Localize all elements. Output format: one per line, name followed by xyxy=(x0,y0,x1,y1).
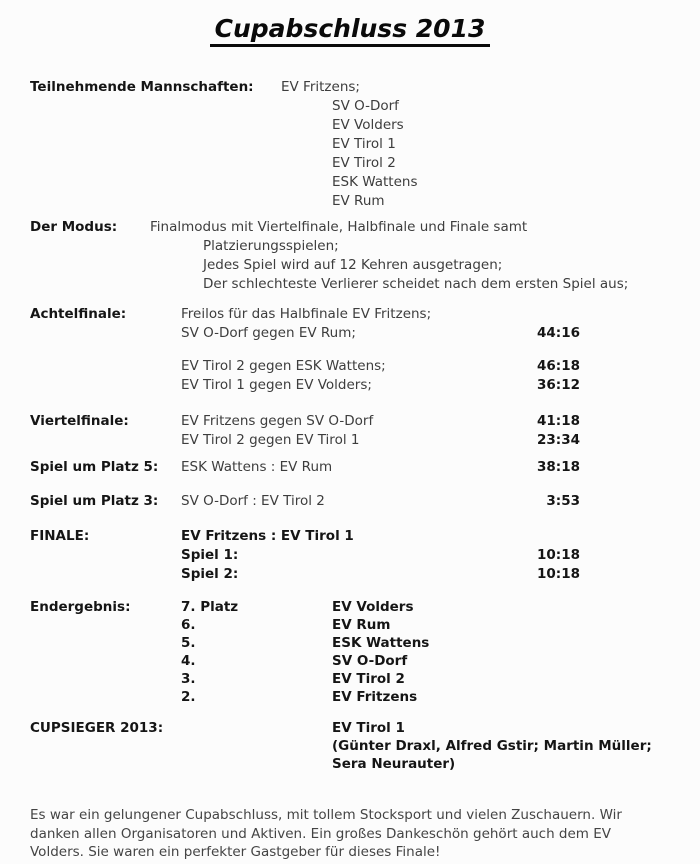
platz5-label: Spiel um Platz 5: xyxy=(30,459,159,475)
modus-text: Finalmodus mit Viertelfinale, Halbfinale und Finale samt xyxy=(150,219,528,235)
closing-line xyxy=(0,806,700,825)
match-row xyxy=(0,412,700,431)
team-list-item: EV Tirol 1 xyxy=(332,136,396,152)
modus-header-row xyxy=(0,218,700,237)
finale-label: FINALE: xyxy=(30,528,90,544)
section-platz3 xyxy=(0,492,700,511)
standings-rank: 6. xyxy=(181,617,196,633)
cupsieger-players-row xyxy=(0,755,700,773)
standings-row xyxy=(0,688,700,706)
match-text: EV Tirol 2 gegen ESK Wattens; xyxy=(181,358,386,374)
viertelfinale-label: Viertelfinale: xyxy=(30,413,129,429)
team-list-row xyxy=(0,192,700,211)
closing-text: Es war ein gelungener Cupabschluss, mit tollem Stocksport und vielen Zuschauern. Wir xyxy=(30,807,622,823)
closing-paragraph xyxy=(0,806,700,862)
section-platz5 xyxy=(0,458,700,477)
closing-line xyxy=(0,825,700,844)
standings-row xyxy=(0,634,700,652)
cupsieger-players: Sera Neurauter) xyxy=(332,756,456,772)
team-list-row xyxy=(0,173,700,192)
finale-game-label: Spiel 1: xyxy=(181,547,239,563)
section-endergebnis xyxy=(0,598,700,706)
match-row xyxy=(0,492,700,511)
standings-rank: 2. xyxy=(181,689,196,705)
match-score: 3:53 xyxy=(546,493,580,509)
team-list-row xyxy=(0,116,700,135)
standings-team: EV Volders xyxy=(332,599,414,615)
team-list-row xyxy=(0,135,700,154)
match-score: 10:18 xyxy=(537,547,580,563)
match-row xyxy=(0,376,700,395)
teams-header-row xyxy=(0,78,700,97)
cupsieger-label: CUPSIEGER 2013: xyxy=(30,720,164,736)
match-score: 38:18 xyxy=(537,459,580,475)
match-text: EV Fritzens gegen SV O-Dorf xyxy=(181,413,374,429)
modus-row xyxy=(0,275,700,294)
modus-text: Jedes Spiel wird auf 12 Kehren ausgetragen; xyxy=(203,257,503,273)
standings-team: SV O-Dorf xyxy=(332,653,408,669)
modus-row xyxy=(0,237,700,256)
match-score: 10:18 xyxy=(537,566,580,582)
team-list-item: ESK Wattens xyxy=(332,174,418,190)
match-text: ESK Wattens : EV Rum xyxy=(181,459,333,475)
section-modus xyxy=(0,218,700,294)
standings-team: EV Rum xyxy=(332,617,391,633)
endergebnis-label: Endergebnis: xyxy=(30,599,131,615)
section-viertelfinale xyxy=(0,412,700,450)
achtelfinale-label: Achtelfinale: xyxy=(30,306,127,322)
team-list-row xyxy=(0,154,700,173)
standings-rank: 5. xyxy=(181,635,196,651)
match-row xyxy=(0,305,700,324)
modus-row xyxy=(0,256,700,275)
standings-team: EV Tirol 2 xyxy=(332,671,405,687)
match-row xyxy=(0,458,700,477)
modus-text: Der schlechteste Verlierer scheidet nach dem ersten Spiel aus; xyxy=(203,276,629,292)
finale-matchup: EV Fritzens : EV Tirol 1 xyxy=(181,528,354,544)
cupsieger-players: (Günter Draxl, Alfred Gstir; Martin Müller; xyxy=(332,738,652,754)
match-score: 23:34 xyxy=(537,432,580,448)
closing-text: danken allen Organisatoren und Aktiven. Ein großes Dankeschön gehört auch dem EV xyxy=(30,825,612,842)
closing-text: Volders. Sie waren ein perfekter Gastgeber für dieses Finale! xyxy=(30,844,441,860)
teams-label: Teilnehmende Mannschaften: xyxy=(30,79,254,95)
match-row xyxy=(0,357,700,376)
spacer xyxy=(0,343,700,357)
section-cupsieger xyxy=(0,719,700,773)
cupsieger-team: EV Tirol 1 xyxy=(332,720,405,736)
standings-team: ESK Wattens xyxy=(332,635,430,651)
standings-team: EV Fritzens xyxy=(332,689,418,705)
title-row xyxy=(0,16,700,47)
match-text: EV Tirol 2 gegen EV Tirol 1 xyxy=(181,432,360,448)
team-list-item: EV Fritzens; xyxy=(281,79,360,95)
modus-label: Der Modus: xyxy=(30,219,118,235)
match-score: 46:18 xyxy=(537,358,580,374)
finale-game-row xyxy=(0,546,700,565)
finale-game-label: Spiel 2: xyxy=(181,566,239,582)
section-finale xyxy=(0,527,700,584)
team-list-item: EV Tirol 2 xyxy=(332,155,396,171)
team-list-item: EV Rum xyxy=(332,193,385,209)
standings-rank: 4. xyxy=(181,653,196,669)
page-title: Cupabschluss 2013 xyxy=(210,16,491,47)
match-score: 36:12 xyxy=(537,377,580,393)
match-row xyxy=(0,431,700,450)
match-text: EV Tirol 1 gegen EV Volders; xyxy=(181,377,372,393)
modus-text: Platzierungsspielen; xyxy=(203,238,339,254)
team-list-row xyxy=(0,97,700,116)
team-list-item: EV Volders xyxy=(332,117,404,133)
standings-row xyxy=(0,652,700,670)
cupsieger-row xyxy=(0,719,700,737)
closing-line xyxy=(0,843,700,862)
finale-header-row xyxy=(0,527,700,546)
team-list-item: SV O-Dorf xyxy=(332,98,399,114)
standings-row xyxy=(0,598,700,616)
match-text: Freilos für das Halbfinale EV Fritzens; xyxy=(181,306,432,322)
standings-row xyxy=(0,616,700,634)
standings-row xyxy=(0,670,700,688)
section-teams xyxy=(0,78,700,211)
platz3-label: Spiel um Platz 3: xyxy=(30,493,159,509)
finale-game-row xyxy=(0,565,700,584)
cupsieger-players-row xyxy=(0,737,700,755)
match-score: 41:18 xyxy=(537,413,580,429)
standings-rank: 7. Platz xyxy=(181,599,239,615)
match-text: SV O-Dorf gegen EV Rum; xyxy=(181,325,356,341)
section-achtelfinale xyxy=(0,305,700,395)
match-score: 44:16 xyxy=(537,325,580,341)
match-text: SV O-Dorf : EV Tirol 2 xyxy=(181,493,325,509)
standings-rank: 3. xyxy=(181,671,196,687)
match-row xyxy=(0,324,700,343)
